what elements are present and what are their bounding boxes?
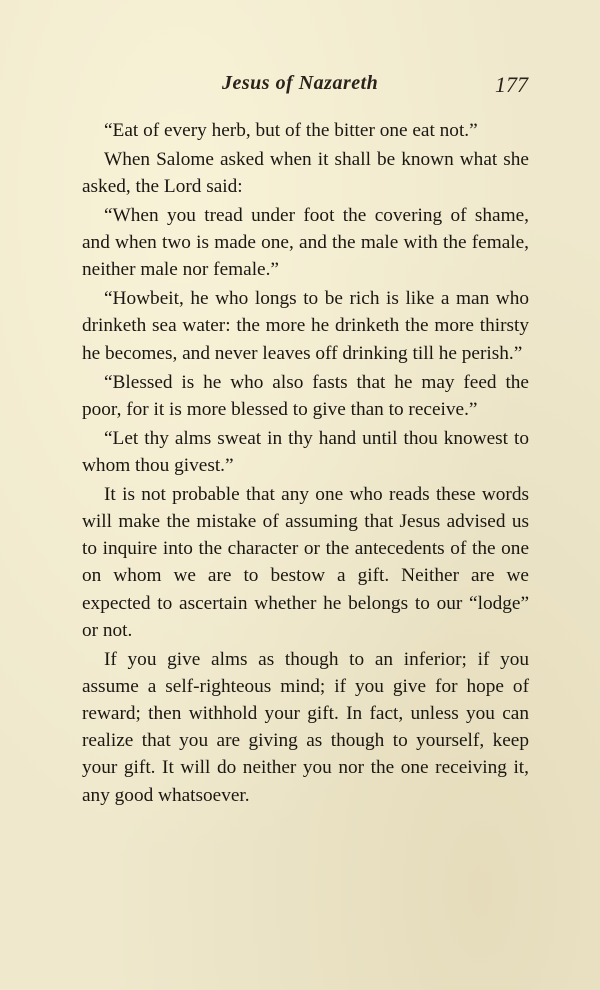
paragraph: “Eat of every herb, but of the bitter one eat not.” xyxy=(104,120,478,141)
paragraph: When Salome asked when it shall be known what she asked, the Lord said: xyxy=(82,148,529,198)
body-text xyxy=(82,117,529,811)
page-number: 177 xyxy=(495,72,528,97)
running-head xyxy=(82,70,530,104)
paragraph: “Let thy alms sweat in thy hand until thou knowest to whom thou givest.” xyxy=(82,427,529,476)
running-title: Jesus of Nazareth xyxy=(222,72,379,94)
paragraph: If you give alms as though to an inferior; if you assume a self-righteous mind; if you give for hope of reward; then withhold your gift. In fact, unless you can realize that you are giving as though to yourself, keep your gift. It will do neither you nor the one receiving it, any good whatsoever. xyxy=(82,648,529,806)
paragraph: “When you tread under foot the covering of shame, and when two is made one, and the male with the female, neither male nor female.” xyxy=(82,204,529,281)
paragraph: “Blessed is he who also fasts that he may feed the poor, for it is more blessed to give than to receive.” xyxy=(82,371,529,420)
paragraph: It is not probable that any one who reads these words will make the mistake of assuming that Jesus advised us to inquire into the character or the antecedents of the one on whom we are to bestow a gift. Neither are we expected to ascertain whether he belongs to our “lodge” or not. xyxy=(82,483,529,641)
paragraph: “Howbeit, he who longs to be rich is like a man who drinketh sea water: the more he drinketh the more thirsty he becomes, and never leaves off drinking till he perish.” xyxy=(82,288,529,364)
